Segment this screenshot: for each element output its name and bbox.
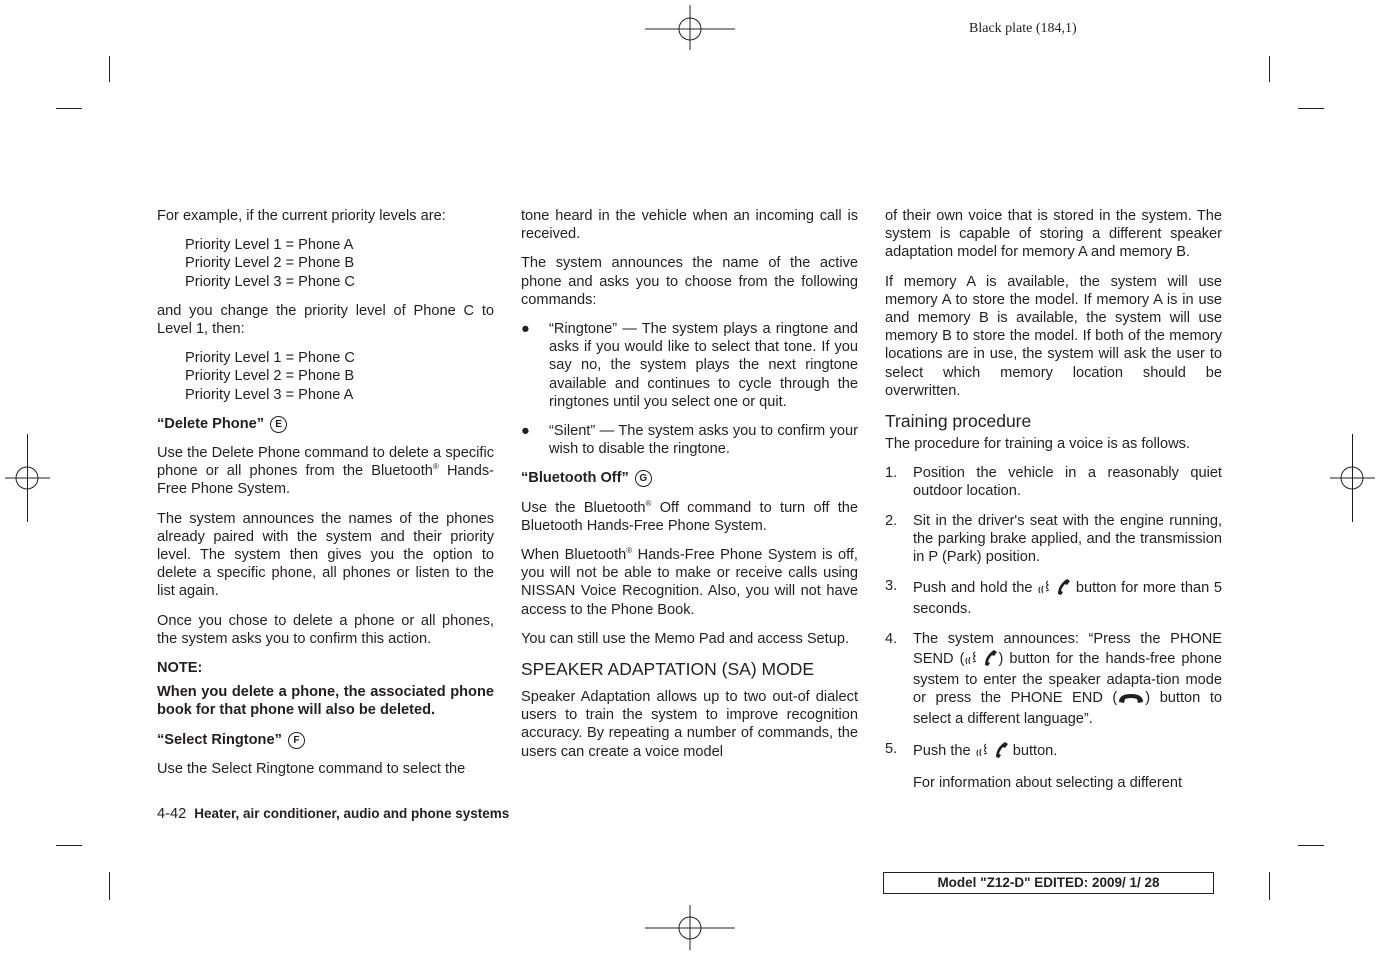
phone-send-icon [964, 648, 998, 671]
text: ) button for the hands-free phone system to enter the speaker adapta-tion mode or press the PHONE END ( [913, 650, 1222, 707]
text: Use the Bluetooth [521, 499, 646, 516]
priority-list-after [157, 349, 494, 404]
note-text: When you delete a phone, the associated phone book for that phone will also be deleted. [157, 684, 494, 719]
edited-date: EDITED: 2009/ 1/ 28 [1030, 875, 1160, 890]
step-item [885, 740, 1222, 763]
list-item: Priority Level 1 = Phone A [185, 237, 354, 254]
paragraph [521, 499, 858, 535]
paragraph: Speaker Adaptation allows up to two out-of dialect users to train the system to improve recognition accuracy. By repeating a number of commands, the users can create a voice model [521, 689, 858, 760]
select-ringtone-heading [157, 731, 494, 749]
model-box [883, 872, 1214, 894]
paragraph [157, 444, 494, 499]
text: “Silent” — The system asks you to confirm your wish to disable the ringtone. [549, 423, 858, 458]
text: Push and hold the [913, 580, 1038, 597]
registration-mark-left [5, 456, 50, 501]
text: button for more than 5 seconds. [913, 580, 1222, 618]
registration-mark-bottom [645, 905, 735, 950]
list-item: Priority Level 2 = Phone B [185, 368, 355, 385]
phone-end-icon [1117, 691, 1145, 710]
text: Sit in the driver's seat with the engine running, the parking brake applied, and the transmission in P (Park) position. [913, 512, 1222, 566]
registered-mark: ® [645, 498, 652, 508]
registered-mark: ® [432, 462, 439, 472]
paragraph: For information about selecting a different [913, 774, 1183, 791]
text: ) button to select a different language”. [913, 690, 1222, 728]
bluetooth-off-heading [521, 469, 858, 487]
heading-text: “Bluetooth Off” [521, 470, 629, 487]
plate-label: Black plate (184,1) [969, 21, 1077, 36]
paragraph: You can still use the Memo Pad and access Setup. [521, 630, 850, 647]
subsection-heading: Training procedure [885, 411, 1032, 432]
priority-list-before [157, 236, 494, 291]
model-value: "Z12-D" [980, 875, 1031, 890]
phone-send-icon [1037, 577, 1071, 600]
heading-text: “Select Ringtone” [157, 731, 282, 748]
step-item [885, 630, 1222, 729]
bullet-icon: ● [521, 423, 530, 440]
badge-e-icon: E [270, 416, 287, 433]
step-number: 1. [885, 465, 898, 482]
text: button. [1008, 742, 1058, 759]
paragraph: If memory A is available, the system will use memory A to store the model. If memory A is in use and memory B is available, the system will use memory B to store the model. If both of the memory locations are in use, the system will ask the user to select which memory location should be overwritten. [885, 273, 1222, 399]
text: “Ringtone” — The system plays a ringtone and asks if you would like to select that tone. If you say no, the system plays the next ringtone available and continues to cycle through the ringtones until you select one or quit. [549, 321, 858, 410]
step-number: 3. [885, 578, 898, 595]
text: The system announces: “Press the PHONE SEND ( [913, 630, 1222, 667]
badge-g-icon: G [635, 470, 652, 487]
badge-f-icon: F [288, 732, 305, 749]
step-item [885, 577, 1222, 618]
step-item [885, 464, 1222, 500]
bullet-icon: ● [521, 321, 530, 338]
paragraph: The system announces the name of the active phone and asks you to choose from the following commands: [521, 255, 858, 308]
note-label: NOTE: [157, 660, 203, 677]
paragraph: tone heard in the vehicle when an incoming call is received. [521, 208, 858, 243]
list-item: Priority Level 3 = Phone C [185, 273, 355, 290]
paragraph: of their own voice that is stored in the system. The system is capable of storing a different speaker adaptation model for memory A and memory B. [885, 208, 1222, 261]
section-heading: SPEAKER ADAPTATION (SA) MODE [521, 659, 815, 680]
text: Hands-Free Phone System. [157, 463, 494, 498]
step-number: 2. [885, 512, 898, 529]
paragraph: Once you chose to delete a phone or all phones, the system asks you to confirm this action. [157, 612, 494, 647]
step-item [885, 512, 1222, 567]
paragraph: Use the Select Ringtone command to select the [157, 760, 466, 777]
heading-text: “Delete Phone” [157, 415, 265, 432]
column-3 [885, 207, 1222, 803]
text: Off command to turn off the Bluetooth Hands-Free Phone System. [521, 499, 858, 534]
list-item: Priority Level 2 = Phone B [185, 255, 355, 272]
text: Use the Delete Phone command to delete a specific phone or all phones from the Bluetooth [157, 445, 494, 480]
phone-send-icon [975, 740, 1009, 763]
model-label: Model [937, 875, 981, 890]
column-2 [521, 207, 858, 772]
registered-mark: ® [626, 546, 633, 556]
step-number: 5. [885, 740, 898, 757]
list-item: Priority Level 1 = Phone C [185, 350, 355, 367]
list-item: Priority Level 3 = Phone A [185, 386, 354, 403]
paragraph: The procedure for training a voice is as follows. [885, 436, 1190, 453]
bullet-item [521, 422, 858, 458]
paragraph: For example, if the current priority levels are: [157, 208, 446, 224]
bullet-item [521, 320, 858, 411]
column-1 [157, 207, 494, 789]
paragraph: and you change the priority level of Phone C to Level 1, then: [157, 302, 494, 338]
registration-mark-top [645, 5, 735, 50]
text: Position the vehicle in a reasonably quiet outdoor location. [913, 465, 1222, 500]
text: Push the [913, 742, 975, 759]
paragraph: The system announces the names of the phones already paired with the system and their priority level. The system then gives you the option to delete a specific phone, all phones or listen to the list again. [157, 510, 494, 600]
text: When Bluetooth [521, 547, 627, 564]
section-title: Heater, air conditioner, audio and phone systems [194, 806, 510, 821]
registration-mark-right [1330, 456, 1375, 501]
page-footer [157, 806, 509, 822]
step-number: 4. [885, 630, 898, 647]
page-number: 4-42 [157, 806, 187, 822]
paragraph [521, 546, 858, 619]
delete-phone-heading [157, 415, 494, 433]
text: Hands-Free Phone System is off, you will not be able to make or receive calls using NISSAN Voice Recognition. Also, you will not have access to the Phone Book. [521, 547, 858, 618]
